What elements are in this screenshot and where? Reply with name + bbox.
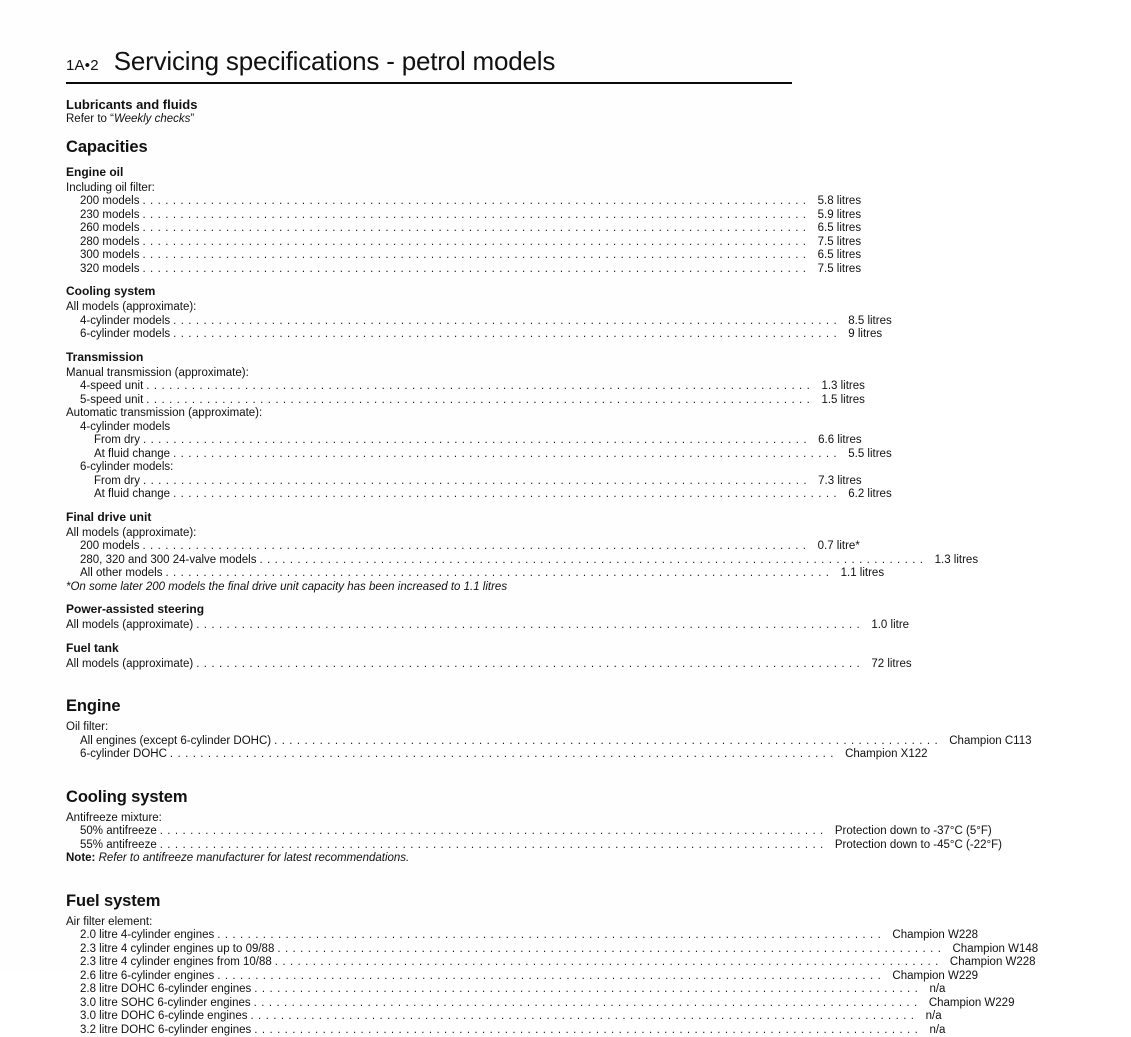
spec-value: 1.3 litres bbox=[924, 554, 1113, 568]
spec-label: 230 models bbox=[66, 209, 139, 223]
spec-row bbox=[66, 825, 627, 839]
spec-row bbox=[66, 540, 627, 554]
spec-value: 5.8 litres bbox=[807, 195, 996, 209]
spec-label: 50% antifreeze bbox=[66, 825, 157, 839]
spec-value: n/a bbox=[918, 1024, 1107, 1037]
spec-row bbox=[66, 929, 627, 943]
spec-value: 5.9 litres bbox=[807, 209, 996, 223]
spec-label: 55% antifreeze bbox=[66, 839, 157, 853]
text-line: All models (approximate): bbox=[66, 301, 800, 315]
dot-leader bbox=[142, 209, 806, 223]
spec-value: Champion W228 bbox=[939, 956, 1128, 970]
spec-label: 2.3 litre 4 cylinder engines up to 09/88 bbox=[66, 943, 274, 957]
spec-value: 1.0 litre bbox=[860, 619, 1049, 633]
spec-label: 2.8 litre DOHC 6-cylinder engines bbox=[66, 983, 251, 997]
dot-leader bbox=[250, 1010, 914, 1024]
dot-leader bbox=[217, 929, 881, 943]
dot-leader bbox=[173, 488, 837, 502]
spec-value: 9 litres bbox=[837, 328, 1026, 342]
spec-value: n/a bbox=[915, 1010, 1104, 1024]
spec-value: Protection down to -37°C (5°F) bbox=[824, 825, 1013, 839]
note-line bbox=[66, 852, 800, 866]
spec-row bbox=[66, 983, 627, 997]
spec-row bbox=[66, 970, 627, 984]
spec-row bbox=[66, 567, 627, 581]
dot-leader bbox=[277, 943, 941, 957]
spec-value: Champion X122 bbox=[834, 748, 1023, 762]
dot-leader bbox=[143, 434, 807, 448]
spec-label: All models (approximate) bbox=[66, 658, 193, 672]
page-header bbox=[66, 46, 800, 77]
section-heading: Cooling system bbox=[66, 788, 800, 807]
group-heading: Engine oil bbox=[66, 165, 800, 179]
text-part: Weekly checks bbox=[114, 113, 190, 125]
spec-label: 200 models bbox=[66, 540, 139, 554]
spec-label: From dry bbox=[66, 475, 140, 489]
spec-row bbox=[66, 209, 627, 223]
spec-row bbox=[66, 658, 627, 672]
text-part: Note: bbox=[66, 852, 99, 864]
page-title: Servicing specifications - petrol models bbox=[114, 46, 555, 77]
group-heading: Final drive unit bbox=[66, 510, 800, 524]
dot-leader bbox=[254, 1024, 918, 1037]
spec-value: 8.5 litres bbox=[837, 315, 1026, 329]
section-heading: Engine bbox=[66, 697, 800, 716]
spec-value: 6.6 litres bbox=[807, 434, 996, 448]
dot-leader bbox=[146, 394, 810, 408]
refer-line bbox=[66, 113, 800, 127]
spec-row bbox=[66, 236, 627, 250]
section-heading: Fuel system bbox=[66, 892, 800, 911]
dot-leader bbox=[173, 328, 837, 342]
text-line: Antifreeze mixture: bbox=[66, 812, 800, 826]
spec-label: 4-speed unit bbox=[66, 380, 143, 394]
spec-value: Champion W229 bbox=[918, 997, 1107, 1011]
spec-label: 2.0 litre 4-cylinder engines bbox=[66, 929, 214, 943]
spec-label: All models (approximate) bbox=[66, 619, 193, 633]
dot-leader bbox=[142, 195, 806, 209]
dot-leader bbox=[146, 380, 810, 394]
spec-row bbox=[66, 394, 627, 408]
spec-label: 4-cylinder models bbox=[66, 315, 170, 329]
text-line: 4-cylinder models bbox=[66, 421, 800, 435]
dot-leader bbox=[165, 567, 829, 581]
spec-value: Protection down to -45°C (-22°F) bbox=[824, 839, 1013, 853]
spec-label: All engines (except 6-cylinder DOHC) bbox=[66, 735, 271, 749]
group-heading: Transmission bbox=[66, 350, 800, 364]
text-line: Automatic transmission (approximate): bbox=[66, 407, 800, 421]
text-line: Oil filter: bbox=[66, 721, 800, 735]
spec-value: 0.7 litre* bbox=[807, 540, 996, 554]
spec-value: 1.5 litres bbox=[810, 394, 999, 408]
dot-leader bbox=[142, 540, 806, 554]
text-part: Refer to antifreeze manufacturer for latest recommendations. bbox=[99, 852, 410, 864]
spec-label: 280, 320 and 300 24-valve models bbox=[66, 554, 256, 568]
spec-value: n/a bbox=[918, 983, 1107, 997]
spec-label: 6-cylinder DOHC bbox=[66, 748, 167, 762]
spec-value: 7.5 litres bbox=[807, 236, 996, 250]
spec-row bbox=[66, 748, 627, 762]
dot-leader bbox=[142, 263, 806, 277]
text-part: Refer to “ bbox=[66, 113, 114, 125]
dot-leader bbox=[142, 222, 806, 236]
spec-row bbox=[66, 943, 627, 957]
group-heading: Power-assisted steering bbox=[66, 602, 800, 616]
spec-value: 5.5 litres bbox=[837, 448, 1026, 462]
spec-row bbox=[66, 956, 627, 970]
spec-value: 1.3 litres bbox=[810, 380, 999, 394]
spec-row bbox=[66, 328, 627, 342]
spec-label: 3.2 litre DOHC 6-cylinder engines bbox=[66, 1024, 251, 1037]
text-line: Including oil filter: bbox=[66, 182, 800, 196]
spec-value: 1.1 litres bbox=[830, 567, 1019, 581]
spec-row bbox=[66, 735, 627, 749]
dot-leader bbox=[143, 475, 807, 489]
dot-leader bbox=[196, 619, 860, 633]
spec-label: At fluid change bbox=[66, 488, 170, 502]
dot-leader bbox=[259, 554, 923, 568]
dot-leader bbox=[142, 236, 806, 250]
spec-value: Champion C113 bbox=[938, 735, 1127, 749]
spec-label: 5-speed unit bbox=[66, 394, 143, 408]
group-heading: Cooling system bbox=[66, 284, 800, 298]
spec-label: 260 models bbox=[66, 222, 139, 236]
spec-value: 6.5 litres bbox=[807, 249, 996, 263]
dot-leader bbox=[173, 448, 837, 462]
text-line: Air filter element: bbox=[66, 916, 800, 930]
page-number: 1A•2 bbox=[66, 57, 99, 74]
text-part: ” bbox=[190, 113, 194, 125]
dot-leader bbox=[142, 249, 806, 263]
spec-label: 280 models bbox=[66, 236, 139, 250]
dot-leader bbox=[170, 748, 834, 762]
text-line: All models (approximate): bbox=[66, 527, 800, 541]
text-line: Manual transmission (approximate): bbox=[66, 367, 800, 381]
spec-row bbox=[66, 380, 627, 394]
document-body bbox=[66, 97, 800, 1037]
header-rule bbox=[66, 82, 792, 84]
spec-label: From dry bbox=[66, 434, 140, 448]
spec-label: 320 models bbox=[66, 263, 139, 277]
section-heading: Capacities bbox=[66, 138, 800, 157]
spec-label: 300 models bbox=[66, 249, 139, 263]
spec-value: Champion W148 bbox=[942, 943, 1131, 957]
spec-row bbox=[66, 315, 627, 329]
dot-leader bbox=[254, 997, 918, 1011]
spec-row bbox=[66, 488, 627, 502]
dot-leader bbox=[254, 983, 918, 997]
dot-leader bbox=[196, 658, 860, 672]
spec-label: At fluid change bbox=[66, 448, 170, 462]
spec-row bbox=[66, 1010, 627, 1024]
spec-row bbox=[66, 434, 627, 448]
spec-value: Champion W229 bbox=[881, 970, 1070, 984]
spec-row bbox=[66, 839, 627, 853]
footnote: *On some later 200 models the final drive unit capacity has been increased to 1.1 litres bbox=[66, 581, 800, 595]
spec-row bbox=[66, 195, 627, 209]
spec-value: 6.2 litres bbox=[837, 488, 1026, 502]
spec-row bbox=[66, 554, 627, 568]
dot-leader bbox=[274, 735, 938, 749]
dot-leader bbox=[173, 315, 837, 329]
dot-leader bbox=[160, 825, 824, 839]
spec-value: 7.5 litres bbox=[807, 263, 996, 277]
dot-leader bbox=[160, 839, 824, 853]
spec-row bbox=[66, 263, 627, 277]
spec-row bbox=[66, 997, 627, 1011]
dot-leader bbox=[217, 970, 881, 984]
spec-value: 7.3 litres bbox=[807, 475, 996, 489]
spec-label: 6-cylinder models bbox=[66, 328, 170, 342]
subsection-heading: Lubricants and fluids bbox=[66, 97, 800, 113]
spec-row bbox=[66, 1024, 627, 1037]
spec-row bbox=[66, 448, 627, 462]
spec-label: 3.0 litre DOHC 6-cylinde engines bbox=[66, 1010, 247, 1024]
spec-value: 6.5 litres bbox=[807, 222, 996, 236]
dot-leader bbox=[275, 956, 939, 970]
spec-row bbox=[66, 222, 627, 236]
spec-label: 2.3 litre 4 cylinder engines from 10/88 bbox=[66, 956, 272, 970]
group-heading: Fuel tank bbox=[66, 641, 800, 655]
spec-label: All other models bbox=[66, 567, 162, 581]
spec-label: 200 models bbox=[66, 195, 139, 209]
spec-value: 72 litres bbox=[860, 658, 1049, 672]
spec-label: 3.0 litre SOHC 6-cylinder engines bbox=[66, 997, 251, 1011]
spec-row bbox=[66, 475, 627, 489]
spec-value: Champion W228 bbox=[881, 929, 1070, 943]
text-line: 6-cylinder models: bbox=[66, 461, 800, 475]
spec-label: 2.6 litre 6-cylinder engines bbox=[66, 970, 214, 984]
spec-row bbox=[66, 619, 627, 633]
spec-row bbox=[66, 249, 627, 263]
